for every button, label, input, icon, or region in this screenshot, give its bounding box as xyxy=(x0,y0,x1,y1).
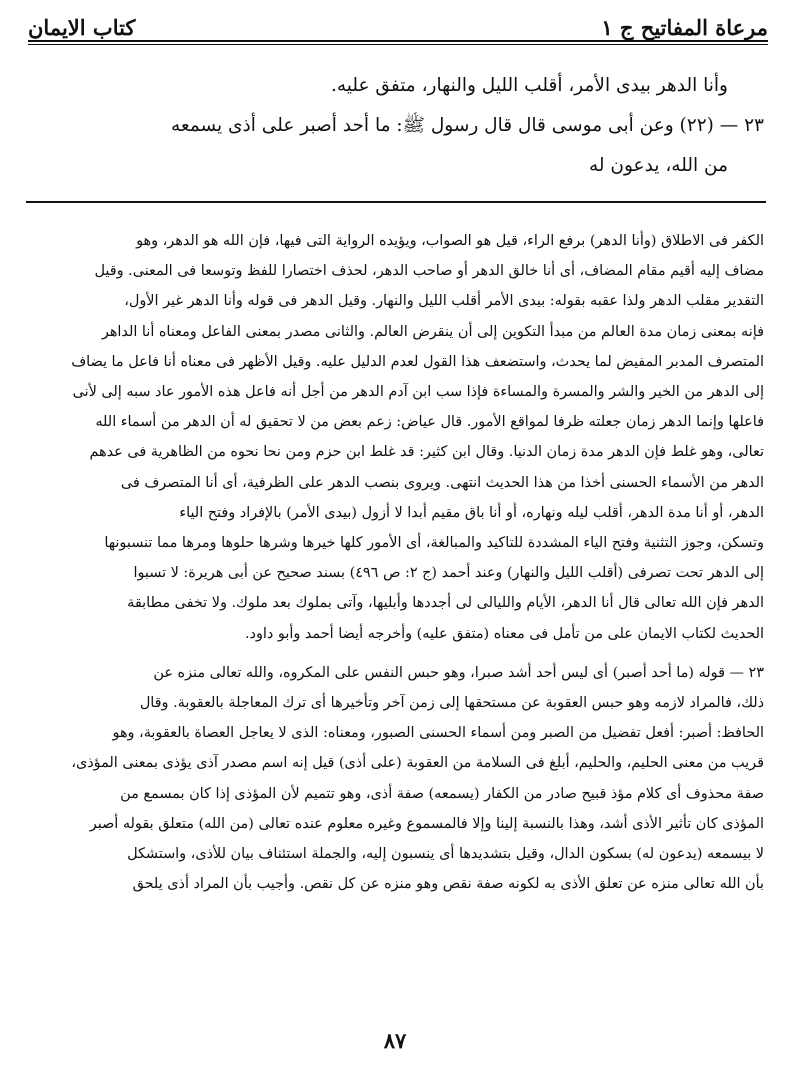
commentary-line: إلى الدهر تحت تصرفى (أقلب الليل والنهار) وعند أحمد (ج ٢: ص ٤٩٦) بسند صحيح عن أبى هريرة: لا تسبوا xyxy=(133,565,764,582)
commentary-line: المؤذى كان تأثير الأذى أشد، وهذا بالنسبة إلينا وإلا فالمسموع وغيره معلوم عنده تعالى (من الله) متعلق بقوله أصبر xyxy=(89,815,764,832)
hadith-line: وأنا الدهر بيدى الأمر، أقلب الليل والنهار، متفق عليه. xyxy=(330,75,728,96)
commentary-line: إلى الدهر من الخير والشر والمسرة والمساءة فإذا سب ابن آدم الدهر من أجل أنه فاعل هذه الأمور عاد سبه إلى لأنى xyxy=(72,384,764,401)
commentary-line: فإنه بمعنى زمان مدة العالم من مبدأ التكوين إلى أن ينقرض العالم. والثانى مصدر بمعنى الفاعل ومعناه أنا الداهر xyxy=(101,323,764,340)
commentary-line: الدهر من الأسماء الحسنى أخذا من هذا الحديث انتهى. ويروى بنصب الدهر على الظرفية، أى أنا المتصرف فى xyxy=(120,474,764,491)
commentary-line: لا بيسمعه (يدعون له) بسكون الدال، وقيل بتشديدها أى ينسبون إليه، والجملة استئناف بيان للأذى، واستشكل xyxy=(127,846,764,863)
running-header xyxy=(28,4,768,40)
header-rule xyxy=(28,40,768,42)
section-divider xyxy=(26,201,766,203)
header-rule-thin xyxy=(28,44,768,45)
commentary-line: قريب من معنى الحليم، والحليم، أبلغ فى السلامة من العقوبة (على أذى) قيل إنه اسم مصدر آذى يؤذى بمعنى المؤذى، xyxy=(71,755,764,772)
commentary-line: الدهر فإن الله تعالى قال أنا الدهر، الأيام والليالى لى أجددها وأبليها، وآتى بملوك بعد ملوك. ولا تخفى مطابقة xyxy=(127,595,764,612)
commentary-line: بأن الله تعالى منزه عن تعلق الأذى به لكونه صفة نقص وهو منزه عن كل نقص. وأجيب بأن المراد أذى يلحق xyxy=(132,876,764,893)
commentary-line: الكفر فى الاطلاق (وأنا الدهر) برفع الراء، قيل هو الصواب، ويؤيده الرواية التى فيها، فإن الله هو الدهر، وهو xyxy=(136,233,764,249)
commentary-line: الحديث لكتاب الايمان على من تأمل فى معناه (متفق عليه) وأخرجه أيضا أحمد وأبو داود. xyxy=(244,625,764,642)
commentary-line: الحافظ: أصبر: أفعل تفضيل من الصبر ومن أسماء الحسنى الصبور، ومعناه: الذى لا يعاجل العصاة بالعقوبة، وهو xyxy=(112,725,764,742)
header-book-section: كتاب الايمان xyxy=(28,15,136,40)
header-chapter-title: مرعاة المفاتيح ج ١ xyxy=(601,15,768,40)
commentary-line: مضاف إليه أقيم مقام المضاف، أى أنا خالق الدهر أو صاحب الدهر، لحذف اختصارا للفظ وتوسعا فى المعنى. وقيل xyxy=(94,263,764,280)
commentary-line: التقدير مقلب الدهر ولذا عقبه بقوله: بيدى الأمر أقلب الليل والنهار. وقيل الدهر فى قوله وأنا الدهر غير الأول، xyxy=(124,293,764,310)
hadith-line: ٢٣ — (٢٢) وعن أبى موسى قال قال رسول ﷺ: ما أحد أصبر على أذى يسمعه xyxy=(170,115,764,136)
commentary-line: تعالى، وهو غلط فإن الدهر مدة زمان الدنيا. وقال ابن كثير: قد غلط ابن حزم ومن نحا نحوه من الظاهرية فى عدهم xyxy=(89,444,764,461)
hadith-text xyxy=(30,66,764,186)
commentary-line: المتصرف المدبر المفيض لما يحدث، واستضعف هذا القول لعدم الدليل عليه. وقيل الأظهر فى معناه أنا فاعل ما يضاف xyxy=(71,353,764,370)
commentary-line: ٢٣ — قوله (ما أحد أصبر) أى ليس أحد أشد صبرا، وهو حبس النفس على المكروه، والله تعالى منزه عن xyxy=(153,664,764,681)
hadith-line: من الله، يدعون له xyxy=(588,155,728,176)
commentary-line: ذلك، فالمراد لازمه وهو حبس العقوبة عن مستحقها إلى زمن آخر وتأخيرها أى ترك المعاجلة بالعقوبة. وقال xyxy=(139,695,764,712)
commentary-line: وتسكن، وجوز التثنية وفتح الياء المشددة للتاكيد والمبالغة، أى الأمور كلها خيرها وشرها حلوها ومرها مما تنسبونها xyxy=(104,535,764,552)
paragraph-gap xyxy=(28,649,764,658)
page-number: ٨٧ xyxy=(383,1028,407,1053)
commentary-text xyxy=(28,226,764,899)
commentary-line: الدهر، أو أنا مدة الدهر، أقلب ليله ونهاره، أو أنا باق مقيم أبدا لا أزول (بيدى الأمر) بالإفراد وفتح الياء xyxy=(179,504,764,521)
commentary-line: صفة محذوف أى كلام مؤذ قبيح صادر من الكفار (يسمعه) صفة أذى، وهو تتميم لأن المؤذى إذا كان بمسمع من xyxy=(120,785,764,802)
commentary-line: فاعلها وإنما الدهر زمان جعلته ظرفا لمواقع الأمور. قال عياض: زعم بعض من لا تحقيق له أن الدهر من أسماء الله xyxy=(95,414,764,431)
